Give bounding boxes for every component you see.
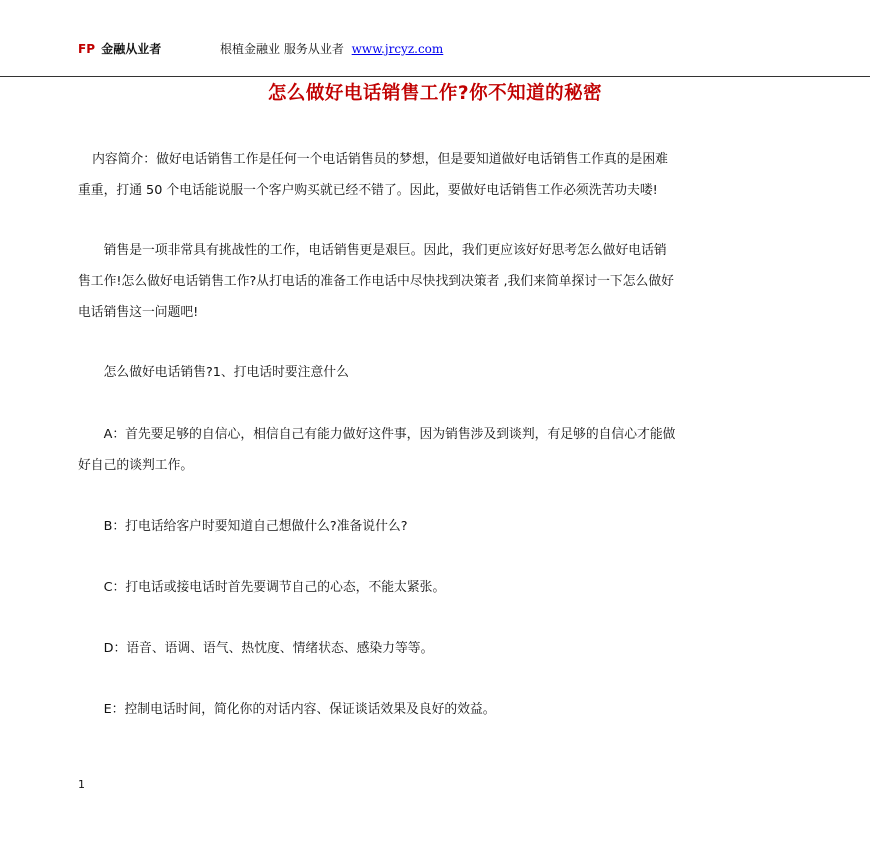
slogan-text: 根植金融业 服务从业者	[220, 42, 344, 56]
brand-logo	[78, 40, 161, 57]
document-title: 怎么做好电话销售工作?你不知道的秘密	[267, 83, 603, 104]
page-header	[0, 0, 870, 77]
paragraph-challenge: 销售是一项非常具有挑战性的工作，电话销售更是艰巨。因此，我们更应该好好思考怎么做好电话销 售工作!怎么做好电话销售工作?从打电话的准备工作电话中尽快找到决策者 ,我们来简单探讨一下怎么做好 电话销售这一问题吧!	[78, 243, 674, 320]
brand-fp: FP	[78, 42, 95, 56]
point-a: A：首先要足够的自信心，相信自己有能力做好这件事，因为销售涉及到谈判，有足够的自信心才能做 好自己的谈判工作。	[78, 427, 676, 473]
header-slogan-area	[220, 40, 443, 57]
section-heading: 怎么做好电话销售?1、打电话时要注意什么	[103, 365, 349, 380]
point-c: C：打电话或接电话时首先要调节自己的心态，不能太紧张。	[103, 580, 446, 595]
point-d: D：语音、语调、语气、热忱度、情绪状态、感染力等等。	[103, 641, 434, 656]
point-e: E：控制电话时间，简化你的对话内容、保证谈话效果及良好的效益。	[103, 702, 496, 717]
brand-name: 金融从业者	[101, 42, 162, 56]
page-number: 1	[78, 778, 85, 791]
site-link[interactable]: www.jrcyz.com	[351, 42, 444, 56]
intro-paragraph: 内容简介：做好电话销售工作是任何一个电话销售员的梦想，但是要知道做好电话销售工作真的是困难 重重，打通 50 个电话能说服一个客户购买就已经不错了。因此，要做好电话销售工作必须洗苦功夫喽!	[78, 152, 668, 198]
point-b: B：打电话给客户时要知道自己想做什么?准备说什么?	[103, 519, 408, 534]
